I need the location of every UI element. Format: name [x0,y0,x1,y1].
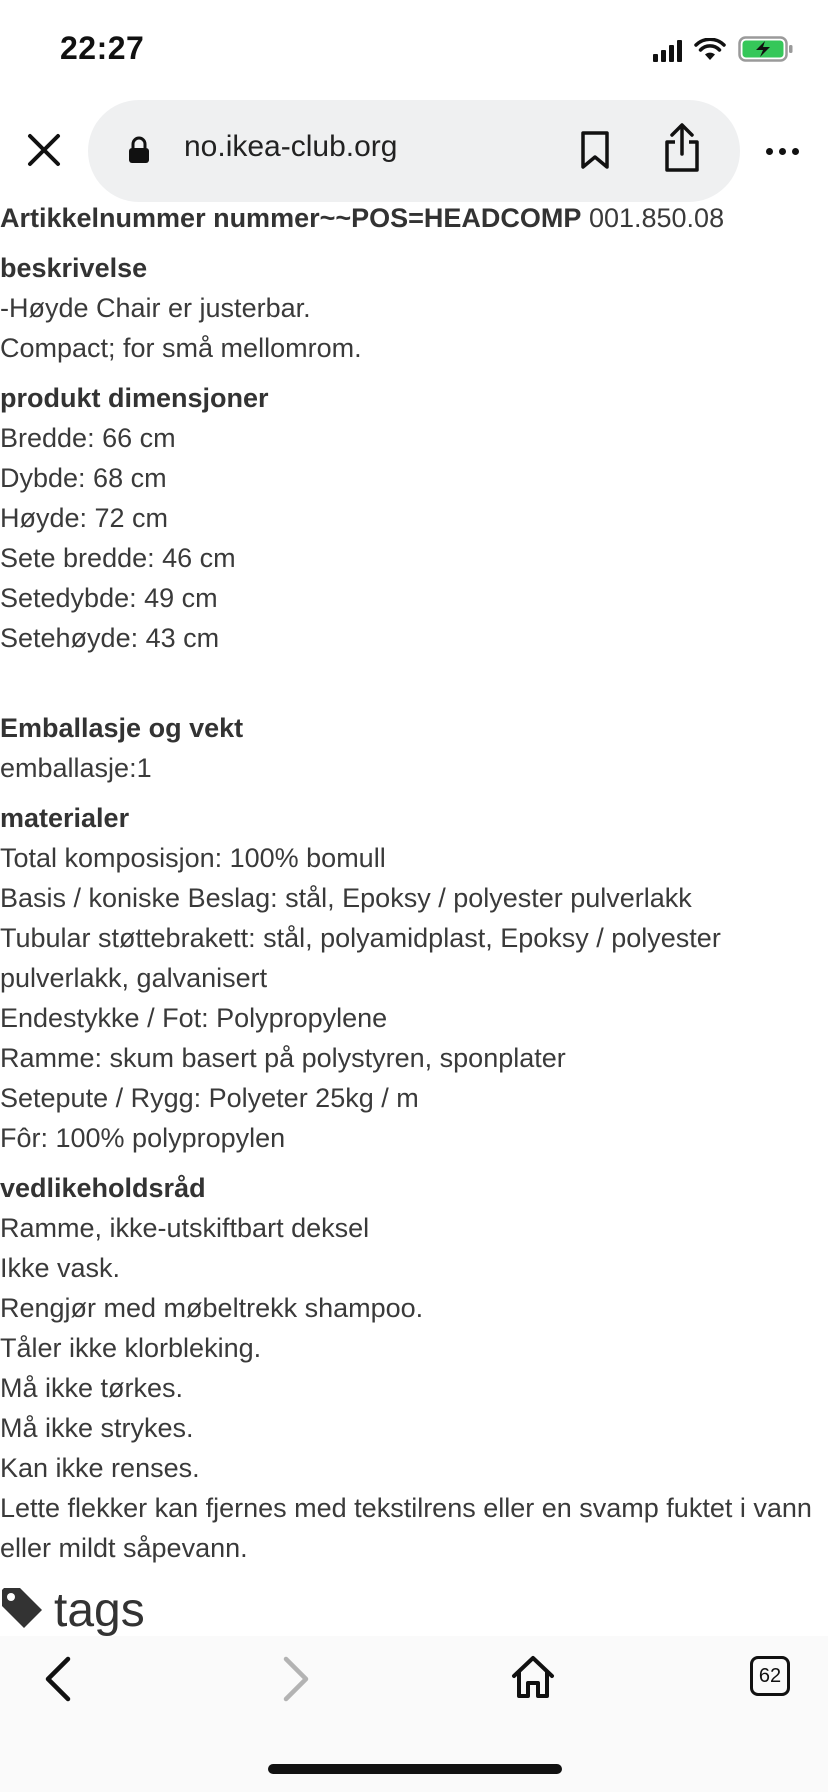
dimension-line: Sete bredde: 46 cm [0,543,236,573]
forward-icon[interactable] [274,1654,314,1709]
description-line: Compact; for små mellomrom. [0,333,362,363]
status-time: 22:27 [60,30,145,66]
care-line: Rengjør med møbeltrekk shampoo. [0,1293,424,1323]
wifi-icon [694,38,726,62]
article-number-label: Artikkelnummer nummer~~POS=HEADCOMP [0,203,582,233]
tabs-icon[interactable]: 62 [750,1656,790,1696]
lock-icon [128,136,150,169]
materials-heading: materialer [0,803,130,833]
dimension-line: Dybde: 68 cm [0,463,167,493]
browser-toolbar [0,96,828,206]
address-bar[interactable] [88,100,740,202]
share-icon[interactable] [662,122,702,179]
tag-icon [0,1586,44,1635]
material-line: Basis / koniske Beslag: stål, Epoksy / polyester pulverlakk [0,883,692,913]
dimension-line: Høyde: 72 cm [0,503,169,533]
dimensions-heading: produkt dimensjoner [0,383,269,413]
page-content [0,198,828,1568]
material-line: Ramme: skum basert på polystyren, sponplater [0,1043,566,1073]
battery-icon [738,36,794,62]
care-heading: vedlikeholdsråd [0,1173,206,1203]
article-number-value: 001.850.08 [588,203,725,233]
description-line: -Høyde Chair er justerbar. [0,293,311,323]
close-icon[interactable] [22,128,66,172]
signal-icon [653,40,682,62]
material-line: Endestykke / Fot: Polypropylene [0,1003,388,1033]
spacer [0,658,828,698]
material-line: Total komposisjon: 100% bomull [0,843,386,873]
tags-row [0,1580,145,1640]
article-number [0,198,828,238]
care-line: Kan ikke renses. [0,1453,200,1483]
care-line: Lette flekker kan fjernes med tekstilrens eller en svamp fuktet i vann eller mildt såpevann. [0,1493,812,1563]
description-heading: beskrivelse [0,253,148,283]
packaging-line: emballasje:1 [0,753,152,783]
more-icon[interactable] [766,148,799,155]
back-icon[interactable] [40,1654,80,1709]
care-line: Tåler ikke klorbleking. [0,1333,262,1363]
dimension-line: Bredde: 66 cm [0,423,176,453]
care-line: Ramme, ikke-utskiftbart deksel [0,1213,370,1243]
care-line: Ikke vask. [0,1253,121,1283]
status-bar [0,0,828,96]
material-line: Tubular støttebrakett: stål, polyamidplast, Epoksy / polyester pulverlakk, galvanisert [0,923,721,993]
tags-heading: tags [54,1583,145,1637]
material-line: Fôr: 100% polypropylen [0,1123,286,1153]
care-line: Må ikke tørkes. [0,1373,184,1403]
status-icons [653,36,794,62]
material-line: Setepute / Rygg: Polyeter 25kg / m [0,1083,419,1113]
bookmark-icon[interactable] [580,130,610,175]
packaging-heading: Emballasje og vekt [0,713,244,743]
care-line: Må ikke strykes. [0,1413,194,1443]
dimension-line: Setehøyde: 43 cm [0,623,220,653]
home-icon[interactable] [510,1654,556,1705]
home-indicator[interactable] [268,1764,562,1774]
url-text: no.ikea-club.org [184,130,398,163]
dimension-line: Setedybde: 49 cm [0,583,218,613]
